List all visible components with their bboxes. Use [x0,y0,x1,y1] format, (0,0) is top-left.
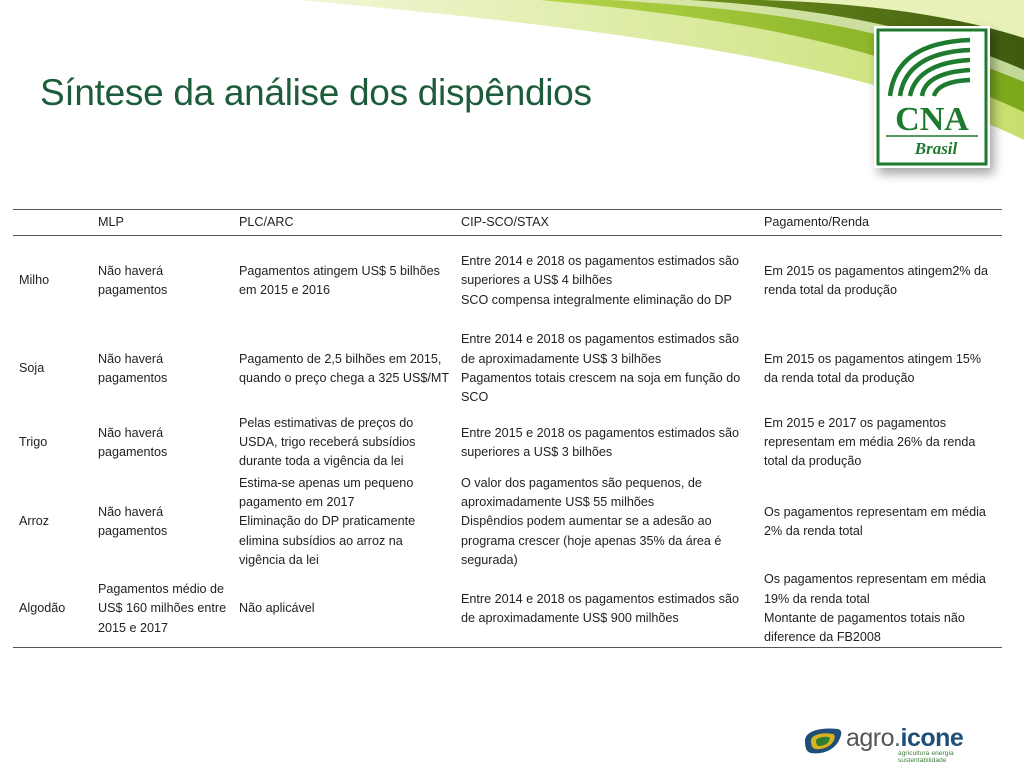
cell-text: Não aplicável [239,601,315,616]
cell-text: O valor dos pagamentos são pequenos, de aproximadamente US$ 55 milhões [461,475,702,510]
header-pagamento-renda: Pagamento/Renda [759,210,1002,236]
table-row [13,570,1002,648]
cell-text: Dispêndios podem aumentar se a adesão ao programa crescer (hoje apenas 35% da área é segurada) [461,514,722,567]
cell-text: Pagamento de 2,5 bilhões em 2015, quando o preço chega a 325 US$/MT [239,351,450,385]
cna-brasil-logo [874,26,990,168]
header-mlp: MLP [93,210,234,236]
cell-text: Não haverá pagamentos [98,425,168,459]
cell-text: Entre 2014 e 2018 os pagamentos estimados são de aproximadamente US$ 900 milhões [461,591,739,625]
row-crop-label: Arroz [19,514,50,529]
cell-plc-arc [234,412,456,474]
cell-text: Os pagamentos representam em média 19% da renda total [764,572,986,606]
expenditure-summary-table [13,209,1002,648]
cell-text: Não haverá pagamentos [98,263,168,298]
cell-text: Não haverá pagamentos [98,504,168,539]
table-header-row [13,210,1002,236]
cell-pagamento-renda [759,570,1002,648]
cell-pagamento-renda [759,474,1002,570]
table-row [13,412,1002,474]
row-crop-label: Algodão [13,570,93,648]
cell-mlp [93,412,234,474]
row-crop-label: Soja [19,361,45,376]
header-corner-cell [13,210,93,236]
agroicone-mark-icon [802,726,844,756]
agroicone-logo [802,722,1002,762]
cell-text: Estima-se apenas um pequeno pagamento em 2017 [239,475,414,510]
cell-plc-arc [234,236,456,326]
cell-text: Entre 2015 e 2018 os pagamentos estimados são superiores a US$ 3 bilhões [461,425,739,459]
header-cip-sco-stax: CIP-SCO/STAX [456,210,759,236]
cell-text: Pagamentos atingem US$ 5 bilhões em 2015 e 2016 [239,263,440,298]
cell-mlp [93,326,234,412]
table-row [13,474,1002,570]
cell-cip-sco-stax [456,570,759,648]
slide-title: Síntese da análise dos dispêndios [40,72,592,113]
row-crop-label: Milho [19,273,50,288]
agroicone-tagline: agricultura energia sustentabilidade [898,750,954,764]
cell-text: Pelas estimativas de preços do USDA, trigo receberá subsídios durante toda a vigência da lei [239,415,416,469]
cell-plc-arc [234,474,456,570]
cell-text: Eliminação do DP praticamente elimina subsídios ao arroz na vigência da lei [239,514,416,567]
cell-text: Em 2015 e 2017 os pagamentos representam em média 26% da renda total da produção [764,415,976,469]
cell-pagamento-renda [759,236,1002,326]
cell-cip-sco-stax [456,236,759,326]
cell-cip-sco-stax [456,474,759,570]
cell-cip-sco-stax [456,326,759,412]
cna-wheat-icon [874,26,990,168]
cell-pagamento-renda [759,412,1002,474]
table-row [13,326,1002,412]
agroicone-wordmark: agro.icone [846,724,964,752]
cell-text: Entre 2014 e 2018 os pagamentos estimados são superiores a US$ 4 bilhões [461,254,739,288]
svg-text:Brasil: Brasil [914,139,958,158]
cell-text: Em 2015 os pagamentos atingem2% da renda total da produção [764,263,989,298]
cell-pagamento-renda [759,326,1002,412]
row-crop-label: Trigo [19,435,48,450]
cell-text: Pagamentos totais crescem na soja em função do SCO [461,370,741,405]
header-plc-arc: PLC/ARC [234,210,456,236]
cell-plc-arc [234,326,456,412]
cell-cip-sco-stax [456,412,759,474]
cell-text: Os pagamentos representam em média 2% da renda total [764,504,986,539]
cell-text: Em 2015 os pagamentos atingem 15% da renda total da produção [764,351,982,385]
svg-text:CNA: CNA [895,101,969,138]
cell-plc-arc [234,570,456,648]
cell-text: Pagamentos médio de US$ 160 milhões entre 2015 e 2017 [98,581,227,635]
cell-mlp [93,474,234,570]
cell-text: Não haverá pagamentos [98,351,168,385]
cell-mlp [93,236,234,326]
cell-mlp [93,570,234,648]
cell-text: Entre 2014 e 2018 os pagamentos estimados são de aproximadamente US$ 3 bilhões [461,332,739,366]
cell-text: Montante de pagamentos totais não diference da FB2008 [764,610,965,645]
cell-text: SCO compensa integralmente eliminação do DP [461,292,732,307]
table-row [13,236,1002,326]
